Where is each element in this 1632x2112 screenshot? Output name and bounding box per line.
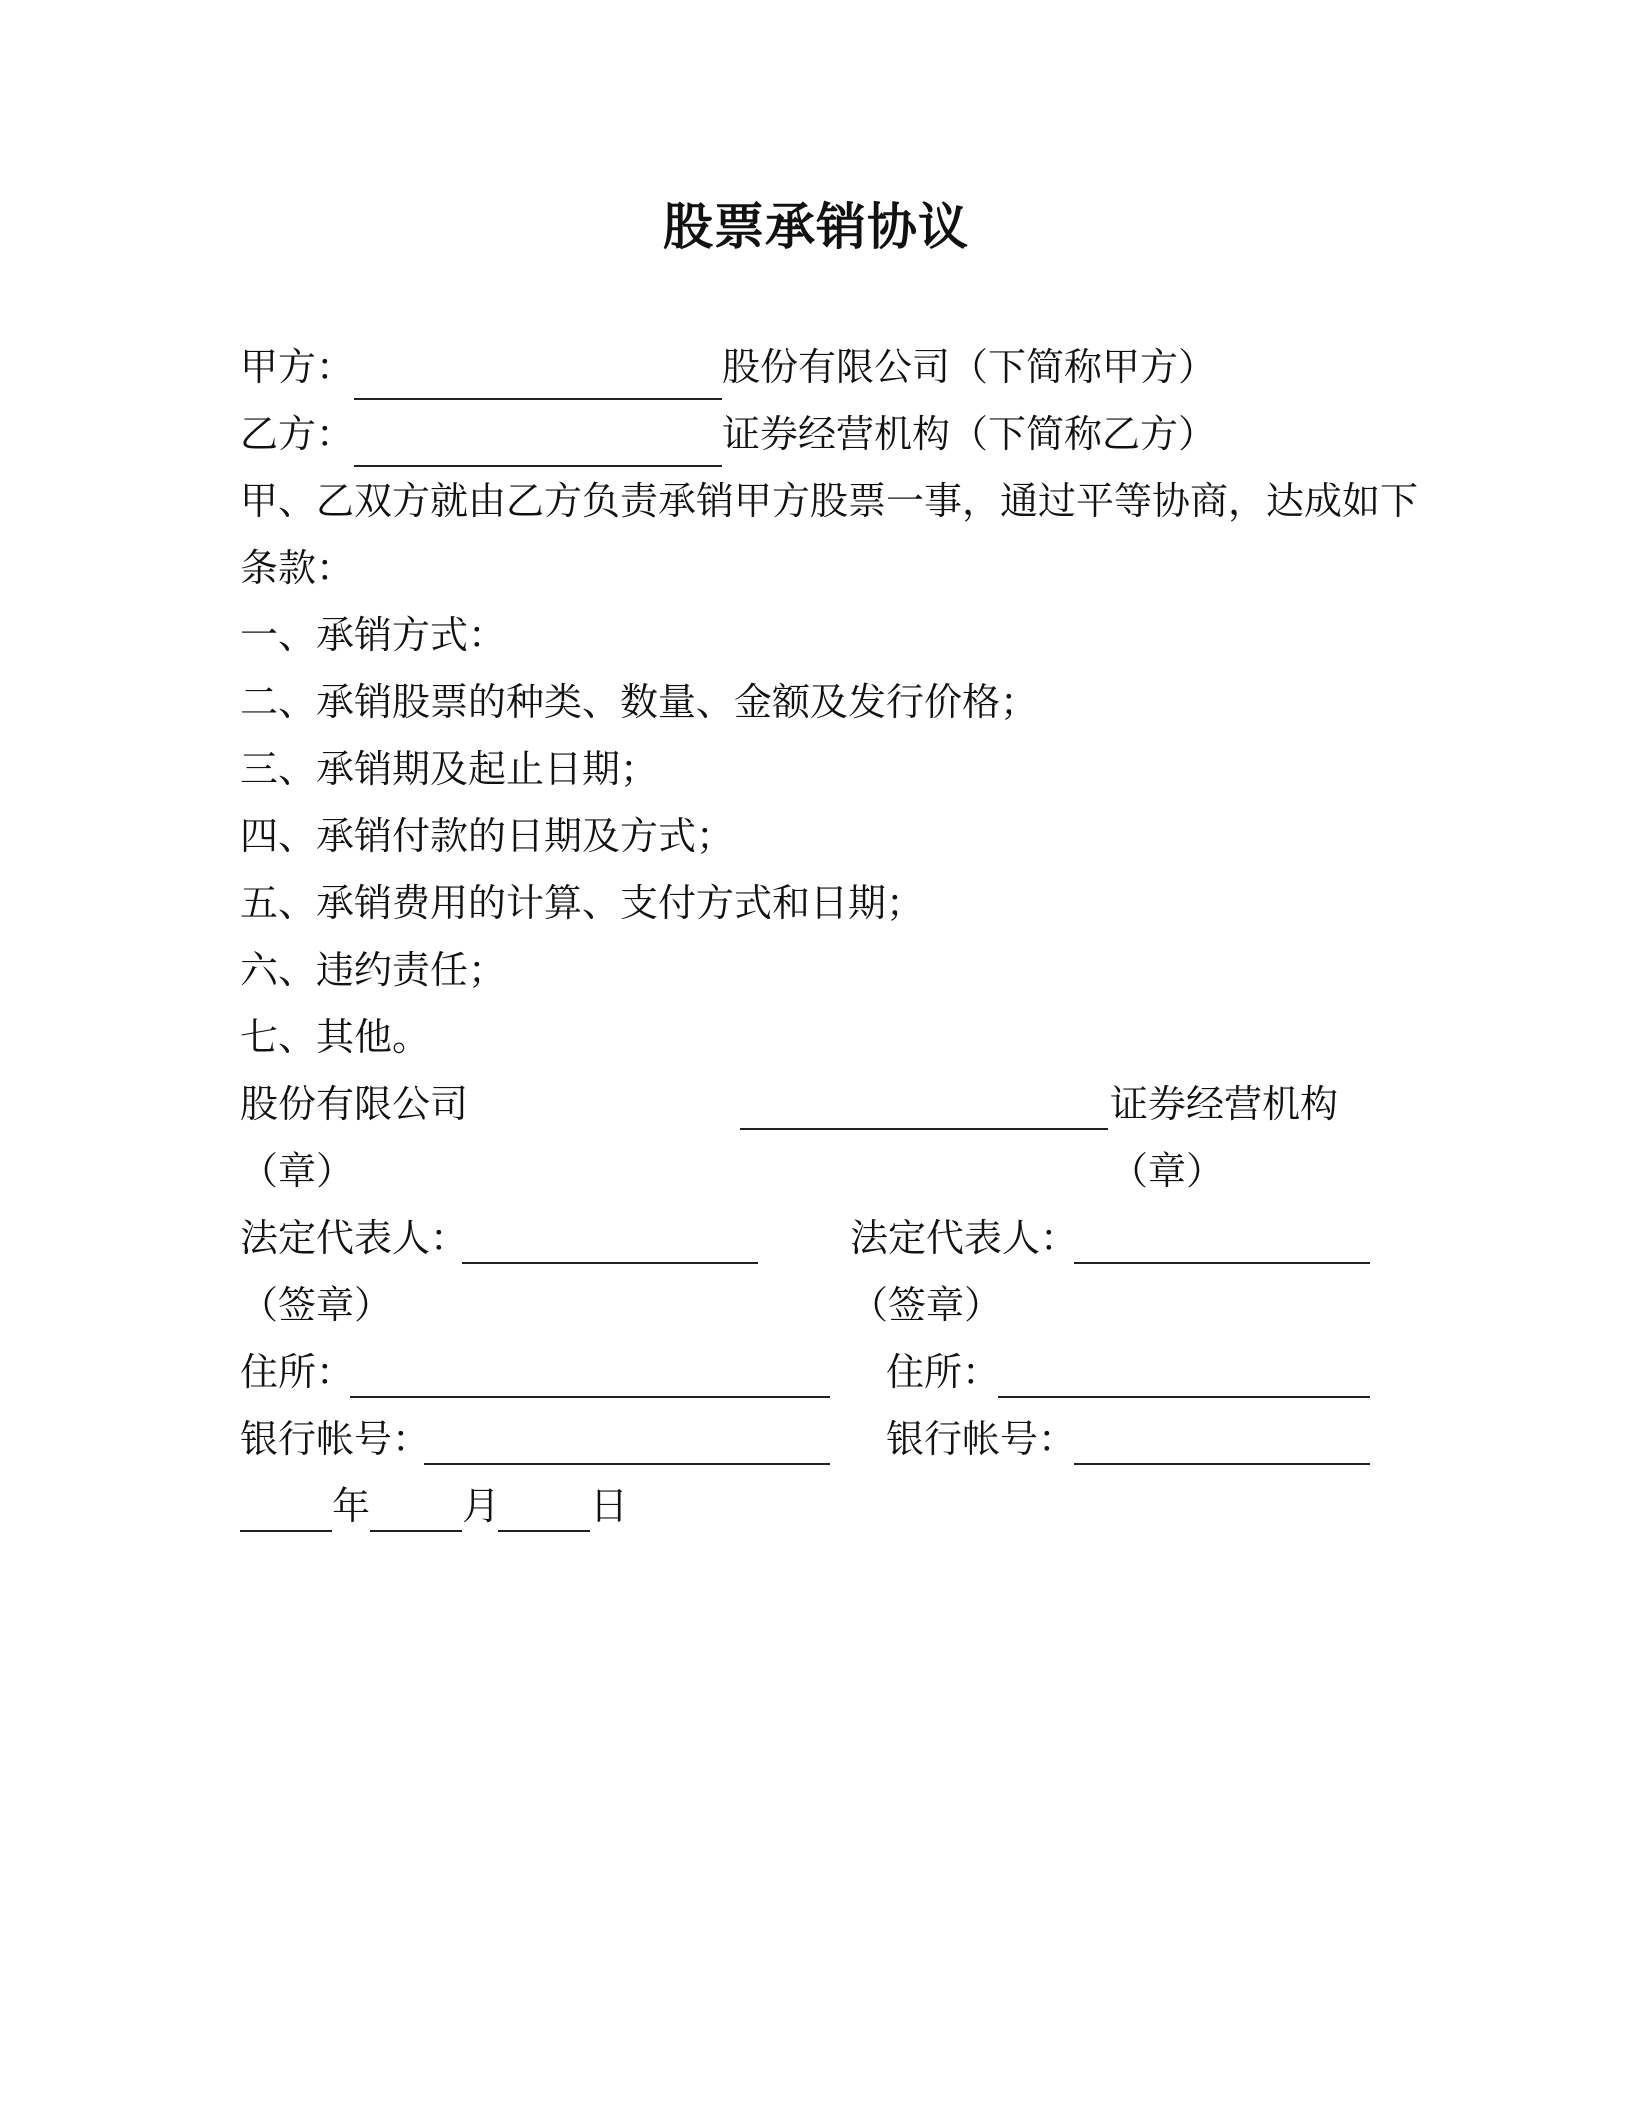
clause-item: 三、承销期及起止日期；	[240, 747, 659, 791]
right-company-blank[interactable]	[740, 1128, 1108, 1130]
right-bank-blank[interactable]	[1074, 1463, 1370, 1465]
party-b-line	[240, 401, 1216, 467]
left-bank-label: 银行帐号：	[240, 1417, 431, 1461]
party-a-blank[interactable]	[354, 342, 722, 400]
left-seal-label: （章）	[240, 1149, 355, 1193]
clause-item: 四、承销付款的日期及方式；	[240, 814, 735, 858]
right-rep-label: 法定代表人：	[850, 1216, 1079, 1260]
right-seal-label: （章）	[1110, 1149, 1225, 1193]
clause-item: 六、违约责任；	[240, 948, 507, 992]
right-address-blank[interactable]	[998, 1396, 1370, 1398]
year-blank[interactable]	[240, 1530, 332, 1532]
left-bank-blank[interactable]	[424, 1463, 830, 1465]
right-address-label: 住所：	[886, 1350, 1001, 1394]
intro-line-2: 条款：	[240, 546, 355, 590]
year-label: 年	[332, 1484, 371, 1528]
right-sign-label: （签章）	[850, 1283, 1003, 1327]
clause-item: 一、承销方式：	[240, 613, 507, 657]
party-b-suffix: 证券经营机构（下简称乙方）	[722, 412, 1217, 456]
party-b-blank[interactable]	[354, 409, 722, 467]
intro-line-1: 甲、乙双方就由乙方负责承销甲方股票一事，通过平等协商，达成如下	[240, 479, 1419, 523]
left-sign-label: （签章）	[240, 1283, 393, 1327]
party-a-suffix: 股份有限公司（下简称甲方）	[722, 345, 1217, 389]
clause-item: 二、承销股票的种类、数量、金额及发行价格；	[240, 680, 1039, 724]
left-address-blank[interactable]	[350, 1396, 830, 1398]
right-bank-label: 银行帐号：	[886, 1417, 1077, 1461]
party-a-label: 甲方：	[240, 345, 355, 389]
right-company-label: 证券经营机构	[1110, 1082, 1339, 1126]
day-blank[interactable]	[498, 1530, 590, 1532]
day-label: 日	[590, 1484, 629, 1528]
left-address-label: 住所：	[240, 1350, 355, 1394]
left-rep-label: 法定代表人：	[240, 1216, 469, 1260]
left-company-label: 股份有限公司	[240, 1082, 469, 1126]
right-rep-blank[interactable]	[1074, 1262, 1370, 1264]
party-b-label: 乙方：	[240, 412, 355, 456]
month-label: 月	[462, 1484, 501, 1528]
left-rep-blank[interactable]	[462, 1262, 758, 1264]
party-a-line	[240, 334, 1216, 400]
clause-item: 七、其他。	[240, 1015, 431, 1059]
document-title: 股票承销协议	[663, 198, 969, 256]
clause-item: 五、承销费用的计算、支付方式和日期；	[240, 881, 925, 925]
month-blank[interactable]	[370, 1530, 462, 1532]
